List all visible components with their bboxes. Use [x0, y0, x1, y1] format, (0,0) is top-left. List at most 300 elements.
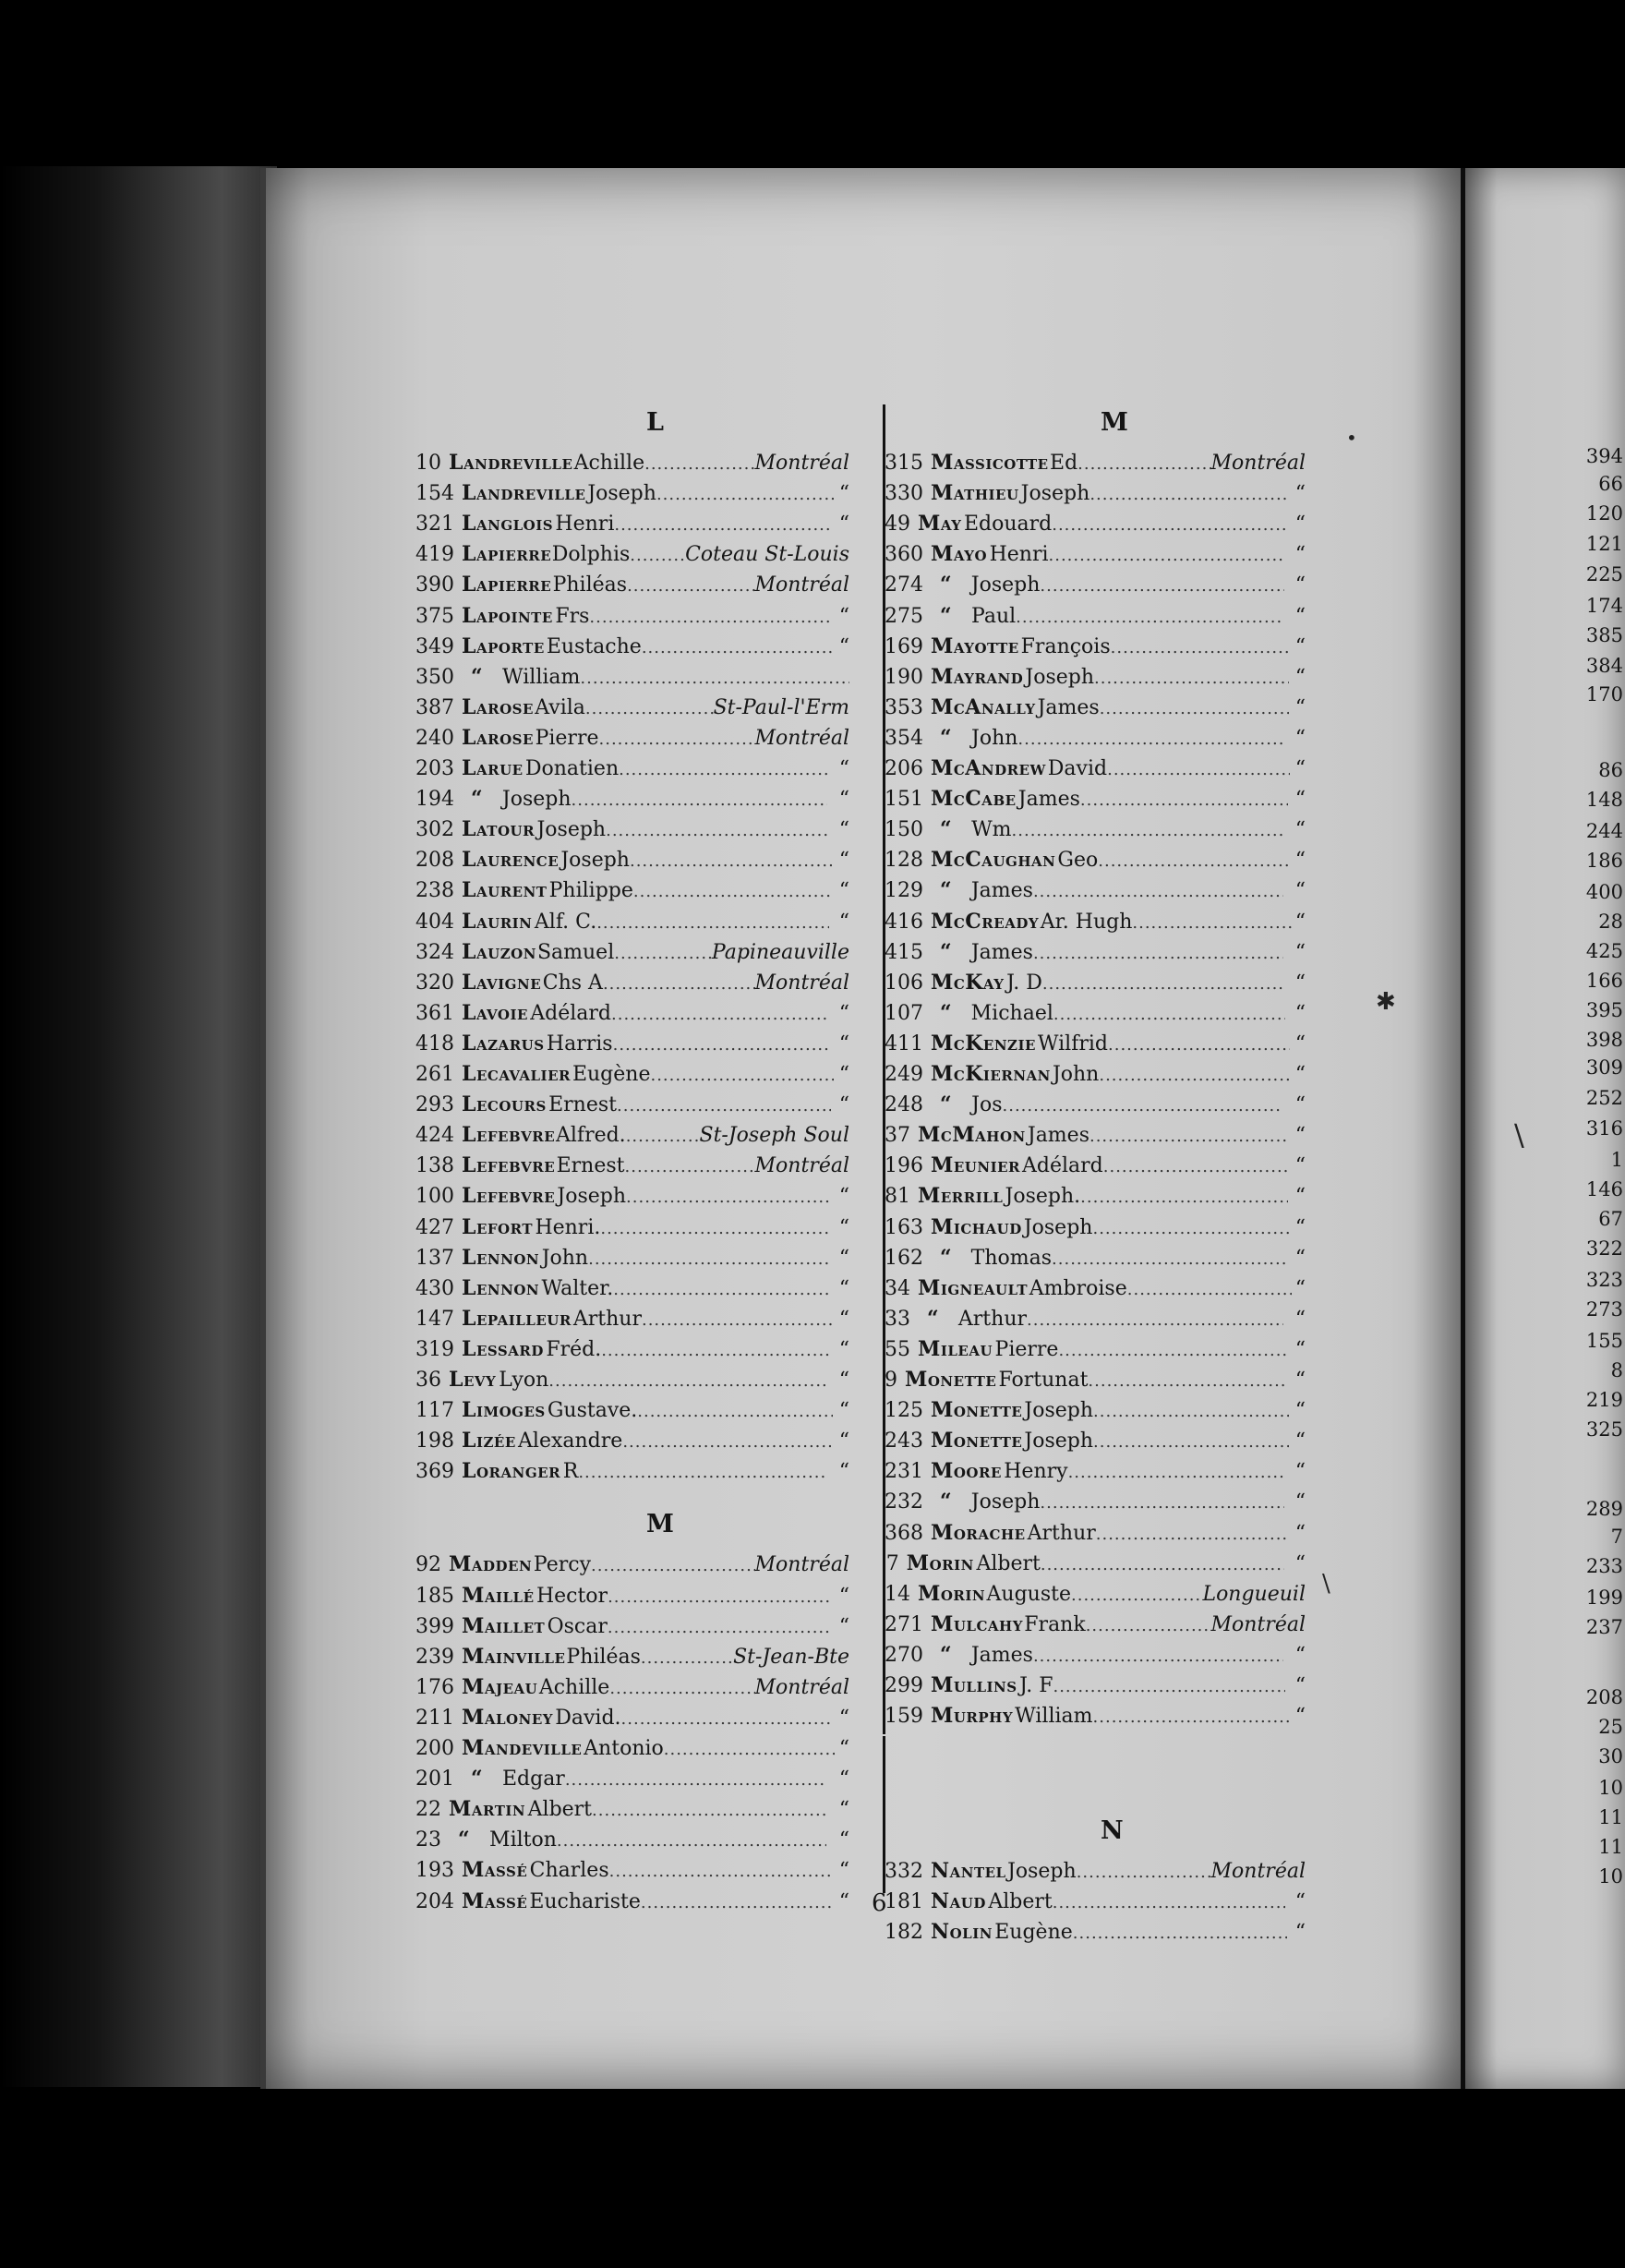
list-item [885, 1889, 1306, 1920]
list-item [885, 573, 1306, 603]
list-item [885, 695, 1306, 726]
surname: Mandeville [462, 1736, 583, 1760]
place-name: “ [838, 1063, 850, 1086]
surname: “ [940, 878, 953, 903]
entry-number: 418 [415, 1031, 454, 1056]
given-name: Ernest [556, 1154, 625, 1178]
list-item [415, 878, 849, 909]
given-name: Joseph [536, 818, 607, 842]
book-shadow [0, 166, 277, 2087]
place-name: “ [1294, 1890, 1306, 1914]
surname: Limoges [462, 1398, 546, 1423]
place-name: “ [838, 1889, 849, 1913]
leader-dots [1093, 1432, 1289, 1452]
entry-number: 275 [885, 604, 923, 628]
margin-number: 225 [1585, 563, 1623, 585]
list-item [885, 1062, 1306, 1092]
given-name: Ernest [548, 1093, 617, 1117]
leader-dots [617, 1096, 831, 1116]
entry-number: 22 [415, 1798, 441, 1822]
leader-dots [626, 1127, 700, 1146]
entry-number: 332 [885, 1860, 923, 1884]
given-name: James [1027, 1124, 1089, 1148]
entry-number: 330 [885, 482, 923, 506]
margin-number: 316 [1585, 1117, 1623, 1140]
leader-dots [557, 1831, 826, 1851]
leader-dots [619, 760, 831, 779]
list-item [885, 512, 1306, 542]
place-name: “ [1294, 910, 1306, 934]
surname: Maillé [462, 1583, 535, 1608]
place-name: “ [838, 1828, 849, 1852]
list-item [415, 1584, 849, 1614]
list-item [885, 542, 1306, 573]
given-name: Walter. [541, 1276, 614, 1300]
entry-number: 196 [885, 1154, 923, 1178]
entry-number: 293 [415, 1093, 454, 1117]
list-item [885, 1215, 1306, 1246]
surname: Lavoie [462, 1000, 528, 1025]
place-name: “ [1294, 1521, 1306, 1545]
entry-number: 350 [415, 665, 454, 689]
leader-dots [1093, 1402, 1289, 1421]
place-name: Montréal [1210, 1612, 1306, 1636]
list-item [885, 1337, 1306, 1368]
entry-number: 190 [885, 665, 923, 689]
list-item [415, 1307, 849, 1337]
list-item [885, 787, 1306, 817]
surname: Landreville [449, 451, 573, 475]
given-name: Milton [489, 1828, 557, 1852]
surname: McKenzie [931, 1031, 1036, 1056]
given-name: J. D [1006, 971, 1042, 995]
list-item [415, 1368, 849, 1398]
given-name: Dolphis [551, 543, 631, 567]
entry-number: 427 [415, 1215, 454, 1239]
margin-number: 11 [1598, 1836, 1623, 1858]
given-name: Alfred. [556, 1124, 626, 1148]
leader-dots [601, 1341, 829, 1360]
surname: “ [471, 787, 484, 812]
surname: Mathieu [931, 481, 1019, 506]
margin-number: 11 [1598, 1806, 1623, 1828]
margin-number: 325 [1585, 1418, 1623, 1441]
given-name: R [562, 1460, 579, 1484]
leader-dots [1040, 1493, 1284, 1513]
surname: Moore [931, 1459, 1002, 1484]
surname: Lapierre [462, 573, 552, 597]
list-item [415, 817, 849, 848]
leader-dots [1098, 851, 1289, 871]
given-name: Euchariste [529, 1889, 641, 1913]
entry-number: 324 [415, 940, 454, 964]
margin-number: 120 [1585, 502, 1623, 525]
list-item [885, 1246, 1306, 1276]
given-name: Achille [573, 452, 645, 475]
surname: McKay [931, 970, 1005, 995]
place-name: “ [1294, 1430, 1306, 1454]
place-name: “ [1294, 818, 1306, 842]
leader-dots [633, 882, 832, 901]
surname: Monette [905, 1368, 997, 1392]
surname: Majeau [462, 1674, 538, 1699]
given-name: James [1017, 788, 1080, 812]
entry-number: 125 [885, 1399, 923, 1423]
margin-number: 170 [1585, 683, 1623, 706]
surname: Merrill [918, 1184, 1004, 1209]
list-item [885, 1001, 1306, 1031]
leader-dots [1053, 1677, 1285, 1696]
leader-dots [642, 1310, 833, 1330]
entry-number: 138 [415, 1154, 454, 1178]
entry-number: 320 [415, 971, 454, 995]
place-name: Montréal [754, 1553, 849, 1577]
leader-dots [1107, 760, 1290, 779]
given-name: Frs [555, 604, 590, 628]
surname: Larose [462, 725, 534, 750]
surname: “ [471, 1767, 484, 1791]
leader-dots [1111, 638, 1290, 657]
given-name: Percy [533, 1553, 592, 1577]
list-item [885, 1398, 1306, 1429]
margin-number: 398 [1585, 1029, 1623, 1051]
list-item [885, 1368, 1306, 1398]
surname: McCready [931, 909, 1040, 934]
entry-number: 404 [415, 910, 454, 934]
place-name: “ [838, 1276, 849, 1300]
leader-dots [1049, 546, 1285, 565]
list-item [885, 940, 1306, 971]
place-name: St-Joseph Soul [699, 1124, 849, 1148]
entry-number: 100 [415, 1185, 454, 1209]
entry-number: 208 [415, 849, 454, 873]
place-name: “ [1294, 543, 1306, 567]
margin-number: 155 [1585, 1330, 1623, 1352]
entry-number: 238 [415, 879, 454, 903]
entry-number: 36 [415, 1369, 441, 1392]
entry-number: 354 [885, 726, 923, 750]
given-name: Joseph [1007, 1860, 1077, 1884]
given-name: Donatien [524, 757, 620, 780]
surname: Mileau [918, 1336, 993, 1361]
entry-number: 375 [415, 604, 454, 628]
surname: “ [940, 939, 953, 964]
leader-dots [1132, 913, 1292, 933]
leader-dots [548, 1371, 825, 1391]
given-name: Michael [970, 1001, 1053, 1025]
list-item [415, 1858, 849, 1888]
list-item [885, 665, 1306, 695]
entry-number: 159 [885, 1705, 923, 1729]
margin-number: 86 [1598, 759, 1623, 781]
surname: Morin [918, 1581, 986, 1606]
surname: Nantel [931, 1859, 1006, 1884]
entry-number: 185 [415, 1584, 454, 1608]
given-name: Henry [1004, 1460, 1068, 1484]
list-item [415, 1123, 849, 1153]
surname: Maloney [462, 1705, 553, 1730]
entry-number: 232 [885, 1490, 923, 1514]
list-item [415, 1828, 849, 1858]
entry-number: 211 [415, 1706, 454, 1730]
list-item [415, 971, 849, 1001]
list-item [415, 726, 849, 756]
section-letter: M [1101, 408, 1128, 437]
list-item [415, 1552, 849, 1583]
leader-dots [592, 1801, 829, 1820]
surname: Levy [449, 1368, 497, 1392]
entry-number: 181 [885, 1890, 923, 1914]
leader-dots [625, 1157, 755, 1176]
surname: Laurent [462, 878, 548, 903]
entry-number: 117 [415, 1399, 454, 1423]
surname: May [918, 512, 962, 537]
place-name: Montréal [754, 452, 849, 475]
margin-number: 121 [1585, 533, 1623, 555]
entry-number: 10 [415, 452, 441, 475]
place-name: “ [838, 1767, 849, 1791]
place-name: “ [1294, 788, 1306, 812]
place-name: “ [1294, 1185, 1306, 1209]
leader-dots [600, 1219, 829, 1238]
leader-dots [606, 821, 830, 840]
list-item [885, 1612, 1306, 1643]
given-name: Joseph [970, 573, 1041, 597]
entry-number: 163 [885, 1215, 923, 1239]
entry-number: 182 [885, 1921, 923, 1945]
place-name: Montréal [754, 726, 849, 750]
place-name: “ [838, 482, 849, 506]
given-name: Ar. Hugh [1040, 910, 1133, 934]
given-name: Thomas [970, 1246, 1053, 1270]
leader-dots [1088, 1371, 1288, 1391]
place-name: “ [838, 1337, 849, 1361]
list-item [885, 848, 1306, 878]
given-name: Joseph [1020, 482, 1090, 506]
margin-number: 219 [1585, 1389, 1623, 1411]
place-name: “ [1294, 849, 1306, 873]
margin-number: 322 [1585, 1237, 1623, 1260]
given-name: John [1052, 1063, 1100, 1086]
entry-number: 201 [415, 1767, 454, 1791]
entry-number: 23 [415, 1828, 441, 1852]
list-item [415, 542, 849, 573]
given-name: Philéas [552, 573, 628, 597]
given-name: David [1047, 757, 1108, 780]
given-name: Achille [538, 1675, 610, 1699]
entry-number: 249 [885, 1063, 923, 1086]
section-letter: L [646, 408, 664, 437]
entry-number: 49 [885, 513, 910, 537]
surname: Lefort [462, 1214, 533, 1239]
entry-number: 7 [885, 1551, 899, 1575]
list-item [885, 1920, 1306, 1950]
list-item [885, 481, 1306, 512]
given-name: Pierre [994, 1337, 1059, 1361]
surname: Laurence [462, 848, 560, 873]
surname: Murphy [931, 1704, 1014, 1729]
entry-number: 194 [415, 788, 454, 812]
leader-dots [627, 576, 754, 596]
entry-number: 206 [885, 757, 923, 780]
given-name: Eugène [994, 1921, 1073, 1945]
surname: Lazarus [462, 1031, 545, 1056]
entry-number: 419 [415, 543, 454, 567]
list-item [415, 1767, 849, 1797]
surname: Massé [462, 1888, 528, 1913]
list-item [885, 1643, 1306, 1673]
given-name: Joseph. [1005, 1185, 1081, 1209]
surname: Lecours [462, 1092, 547, 1117]
list-item [415, 1614, 849, 1645]
given-name: Henri [555, 513, 615, 537]
list-item [415, 1031, 849, 1062]
surname: Mayotte [931, 633, 1019, 658]
margin-number: 323 [1585, 1269, 1623, 1291]
place-name: “ [838, 910, 849, 934]
leader-dots [1077, 454, 1210, 474]
leader-dots [1089, 1127, 1288, 1146]
margin-number: 400 [1585, 881, 1623, 903]
given-name: Eugène [572, 1063, 651, 1086]
list-item [415, 1398, 849, 1429]
leader-dots [580, 669, 849, 688]
list-item [415, 665, 849, 695]
place-name: “ [838, 1460, 850, 1484]
list-item [885, 1153, 1306, 1184]
leader-dots [642, 638, 833, 657]
entry-number: 151 [885, 788, 923, 812]
leader-dots [621, 1709, 832, 1729]
pencil-mark: ✱ [1376, 988, 1396, 1016]
surname: Madden [449, 1552, 533, 1577]
place-name: Montréal [754, 1675, 849, 1699]
margin-number: 1 [1610, 1149, 1623, 1171]
leader-dots [588, 1249, 828, 1269]
list-item [885, 1551, 1306, 1582]
leader-dots [599, 730, 755, 749]
surname: Lapierre [462, 542, 552, 567]
place-name: “ [1294, 1921, 1306, 1945]
leader-dots [650, 1066, 833, 1085]
place-name: “ [838, 1093, 849, 1117]
given-name: J. F [1019, 1674, 1053, 1697]
place-name: “ [838, 879, 850, 903]
place-name: “ [838, 1399, 849, 1423]
surname: Mayo [931, 542, 988, 567]
entry-number: 349 [415, 634, 454, 658]
entry-number: 430 [415, 1276, 454, 1300]
entry-number: 150 [885, 818, 923, 842]
entry-number: 239 [415, 1645, 454, 1669]
margin-number: 384 [1585, 655, 1623, 677]
leader-dots [1096, 1525, 1289, 1544]
entry-number: 270 [885, 1643, 923, 1667]
leader-dots [591, 1556, 754, 1575]
surname: McAndrew [931, 756, 1046, 780]
place-name: Papineauville [711, 940, 849, 964]
place-name: “ [838, 1430, 849, 1454]
leader-dots [1077, 1863, 1211, 1882]
leader-dots [1093, 1707, 1289, 1727]
entry-number: 203 [415, 757, 454, 780]
list-item [885, 817, 1306, 848]
surname: Mullins [931, 1673, 1017, 1697]
surname: McCabe [931, 787, 1017, 812]
entry-number: 162 [885, 1246, 923, 1270]
given-name: Edgar [501, 1767, 565, 1791]
entry-number: 321 [415, 513, 454, 537]
given-name: Auguste [986, 1582, 1071, 1606]
place-name: “ [838, 513, 849, 537]
leader-dots [1089, 485, 1288, 504]
leader-dots [609, 1862, 831, 1881]
entry-number: 390 [415, 573, 454, 597]
place-name: “ [838, 1798, 849, 1822]
place-name: Montréal [754, 573, 849, 597]
leader-dots [1073, 1924, 1287, 1943]
given-name: Philéas [566, 1645, 641, 1669]
place-name: “ [1294, 1154, 1306, 1178]
surname: Larue [462, 756, 524, 780]
margin-number: 166 [1585, 970, 1623, 992]
entry-number: 271 [885, 1612, 923, 1636]
place-name: “ [838, 1246, 849, 1270]
place-name: “ [1294, 971, 1306, 995]
list-item [885, 1459, 1306, 1490]
place-name: Longueuil [1202, 1582, 1306, 1606]
entry-number: 274 [885, 573, 923, 597]
entry-number: 176 [415, 1675, 454, 1699]
surname: Morin [906, 1550, 974, 1575]
place-name: “ [1294, 879, 1306, 903]
margin-number: 174 [1585, 595, 1623, 617]
leader-dots [1052, 515, 1285, 535]
list-item [415, 1889, 849, 1920]
given-name: Philippe [548, 879, 633, 903]
place-name: “ [1294, 695, 1306, 719]
margin-number: 186 [1585, 850, 1623, 872]
place-name: “ [838, 788, 849, 812]
list-item [415, 1429, 849, 1459]
entry-number: 92 [415, 1553, 441, 1577]
leader-dots [1086, 1616, 1211, 1635]
surname: “ [471, 664, 484, 689]
entry-number: 128 [885, 849, 923, 873]
list-item [885, 1490, 1306, 1520]
list-item [415, 1459, 849, 1490]
given-name: Jos [971, 1093, 1003, 1117]
given-name: Joseph [1025, 665, 1095, 689]
leader-dots [1080, 1188, 1287, 1207]
given-name: Henri [989, 543, 1049, 567]
surname: “ [940, 1245, 953, 1270]
leader-dots [1041, 1555, 1284, 1574]
surname: “ [940, 1000, 953, 1025]
given-name: Hector [536, 1584, 608, 1608]
entry-number: 368 [885, 1521, 923, 1545]
surname: “ [940, 817, 953, 842]
margin-number: 252 [1585, 1087, 1623, 1109]
surname: Loranger [462, 1459, 561, 1484]
entry-number: 353 [885, 695, 923, 719]
given-name: Edouard [963, 513, 1053, 537]
given-name: Charles [529, 1859, 609, 1883]
entry-number: 154 [415, 482, 454, 506]
given-name: Adélard [530, 1001, 612, 1025]
pencil-mark: \ [1514, 1117, 1524, 1152]
pencil-mark: • [1346, 427, 1357, 449]
